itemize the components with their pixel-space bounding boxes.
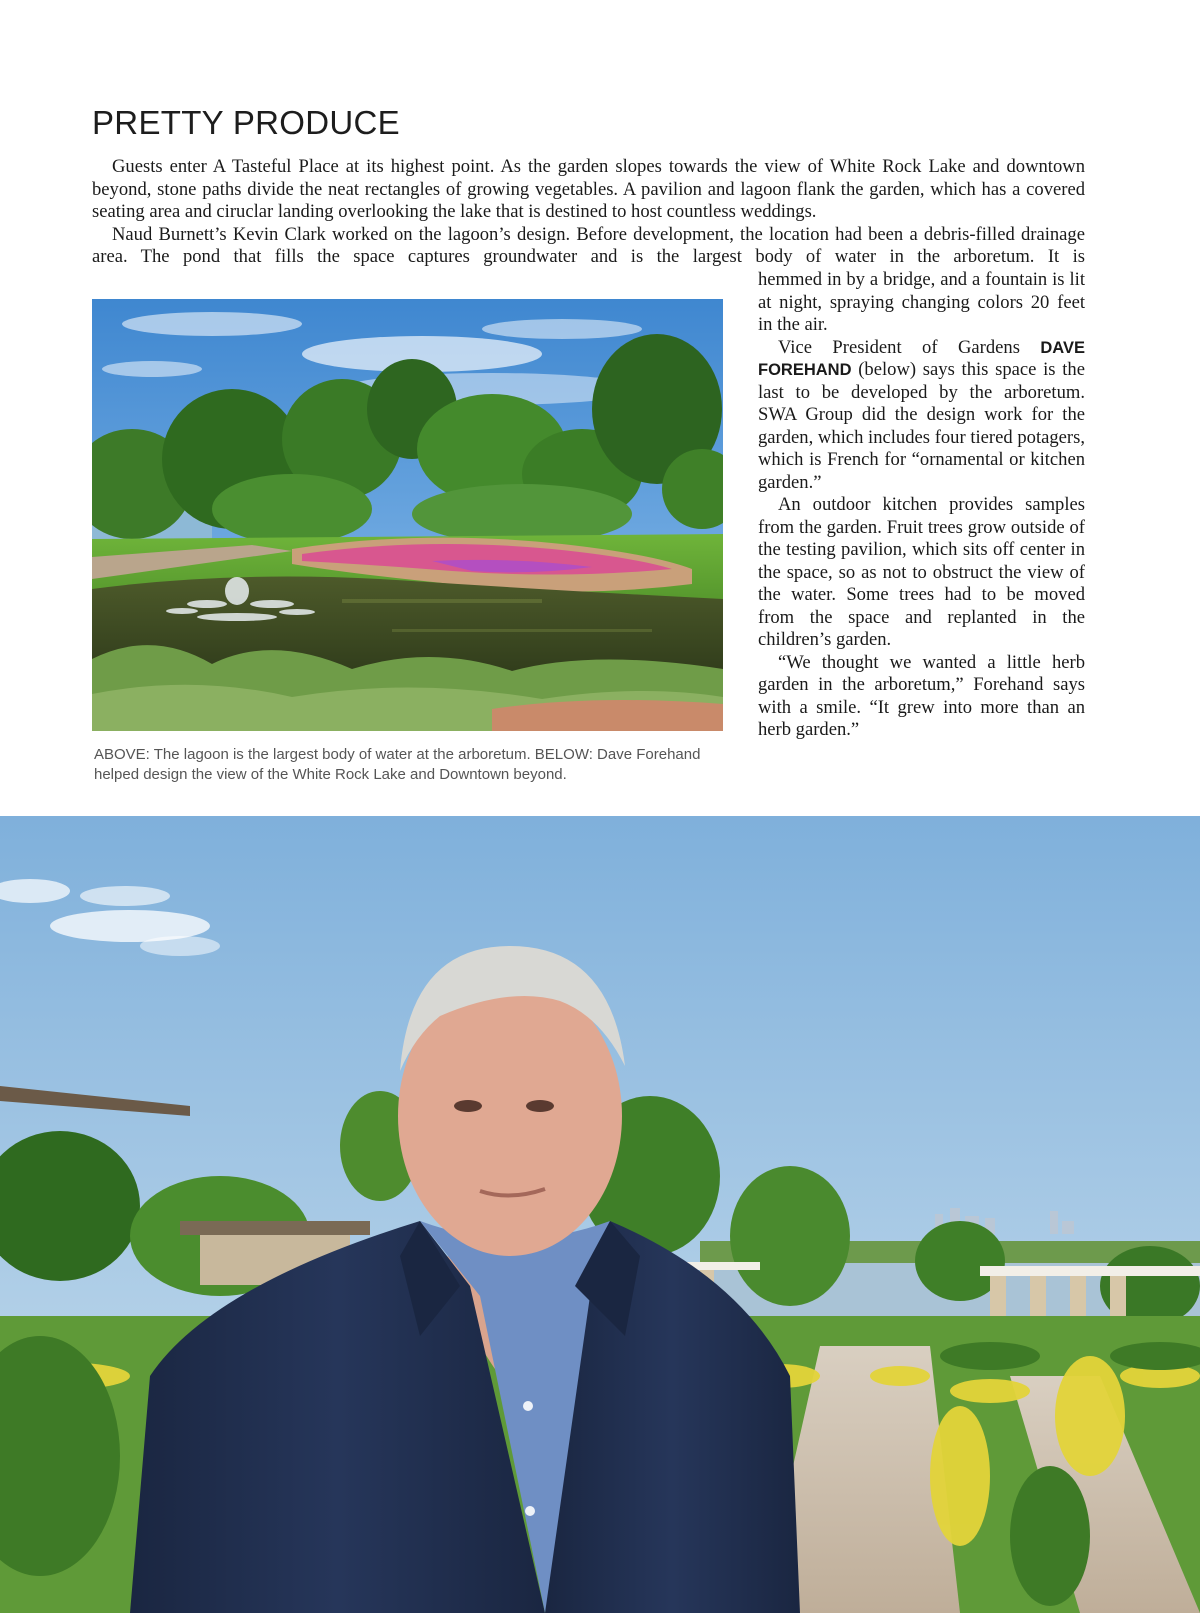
lagoon-photo	[92, 299, 723, 731]
paragraph-4: An outdoor kitchen provides samples from the garden. Fruit trees grow outside of the testing pavilion, which sits off center in the space, so as not to obstruct the view of the water. Some trees had to be moved from the space and replanted in the children’s garden.	[758, 494, 1085, 650]
paragraph-2-top: Naud Burnett’s Kevin Clark worked on the lagoon’s design. Before development, the location had been a debris-filled drainage area. The pond that fills the space captures groundwater and is the largest body of water in the arboretum. It is	[92, 223, 1085, 267]
lagoon-photo-illustration	[92, 299, 723, 731]
paragraph-3	[758, 337, 1085, 495]
paragraph-5: “We thought we wanted a little herb garden in the arboretum,” Forehand says with a smile. “It grew into more than an herb garden.”	[758, 651, 1085, 740]
paragraph-1: Guests enter A Tasteful Place at its highest point. As the garden slopes towards the view of White Rock Lake and downtown beyond, stone paths divide the neat rectangles of growing vegetables. A pavilion and lagoon flank the garden, which has a covered seating area and ciruclar landing overlooking the lake that is destined to host countless weddings.	[92, 156, 1085, 222]
portrait-photo	[0, 816, 1200, 1613]
paragraph-2-rest: hemmed in by a bridge, and a fountain is lit at night, spraying changing colors 20 feet in the air.	[758, 269, 1085, 335]
photo-caption: ABOVE: The lagoon is the largest body of water at the arboretum. BELOW: Dave Forehand helped design the view of the White Rock Lake and Downtown beyond.	[94, 746, 701, 783]
article-right-column	[758, 269, 1085, 742]
paragraph-3-tail: (below) says this space is the last to be developed by the arboretum. SWA Group did the design work for the garden, which includes four tiered potagers, which is French for “ornamental or kitchen garden.”	[758, 359, 1085, 493]
portrait-photo-illustration	[0, 816, 1200, 1613]
article-heading: PRETTY PRODUCE	[92, 104, 400, 141]
article-intro	[92, 156, 1085, 269]
paragraph-3-lead: Vice President of Gardens	[778, 336, 1020, 358]
person-name: DAVE FOREHAND	[758, 338, 1085, 379]
